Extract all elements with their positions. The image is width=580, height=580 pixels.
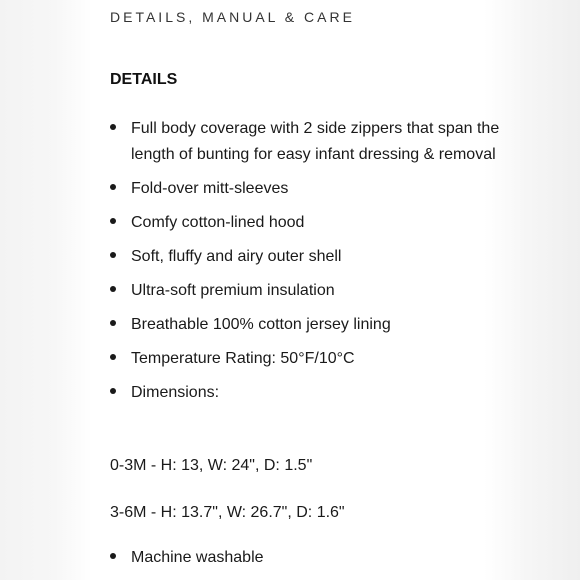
list-item bbox=[110, 210, 510, 236]
list-item-text: Comfy cotton-lined hood bbox=[131, 214, 305, 231]
bullet-icon bbox=[110, 320, 116, 326]
list-item-text: Dimensions: bbox=[131, 384, 220, 401]
bullet-icon bbox=[110, 553, 116, 559]
dimension-line: 0-3M - H: 13, W: 24", D: 1.5" bbox=[110, 457, 313, 474]
bullet-icon bbox=[110, 354, 116, 360]
bullet-icon bbox=[110, 388, 116, 394]
list-item bbox=[110, 176, 510, 202]
bullet-icon bbox=[110, 184, 116, 190]
list-item bbox=[110, 312, 510, 338]
bullet-icon bbox=[110, 286, 116, 292]
list-item bbox=[110, 116, 510, 168]
list-item-text: Ultra-soft premium insulation bbox=[131, 282, 335, 299]
list-item bbox=[110, 545, 510, 571]
list-item bbox=[110, 346, 510, 372]
bullet-icon bbox=[110, 218, 116, 224]
dimension-line: 3-6M - H: 13.7", W: 26.7", D: 1.6" bbox=[110, 504, 345, 521]
list-item bbox=[110, 244, 510, 270]
list-item bbox=[110, 278, 510, 304]
details-title: DETAILS bbox=[110, 71, 178, 88]
list-item-text: Soft, fluffy and airy outer shell bbox=[131, 248, 342, 265]
bullet-icon bbox=[110, 252, 116, 258]
list-item-text: Full body coverage with 2 side zippers that span the length of bunting for easy infant dressing & removal bbox=[131, 120, 500, 163]
list-item-text: Fold-over mitt-sleeves bbox=[131, 180, 289, 197]
details-bullet-list bbox=[110, 116, 510, 414]
list-item-text: Temperature Rating: 50°F/10°C bbox=[131, 350, 355, 367]
list-item-text: Breathable 100% cotton jersey lining bbox=[131, 316, 391, 333]
care-bullet-list bbox=[110, 545, 510, 579]
list-item bbox=[110, 380, 510, 406]
section-heading[interactable]: DETAILS, MANUAL & CARE bbox=[110, 9, 355, 25]
list-item-text: Machine washable bbox=[131, 549, 264, 566]
bullet-icon bbox=[110, 124, 116, 130]
